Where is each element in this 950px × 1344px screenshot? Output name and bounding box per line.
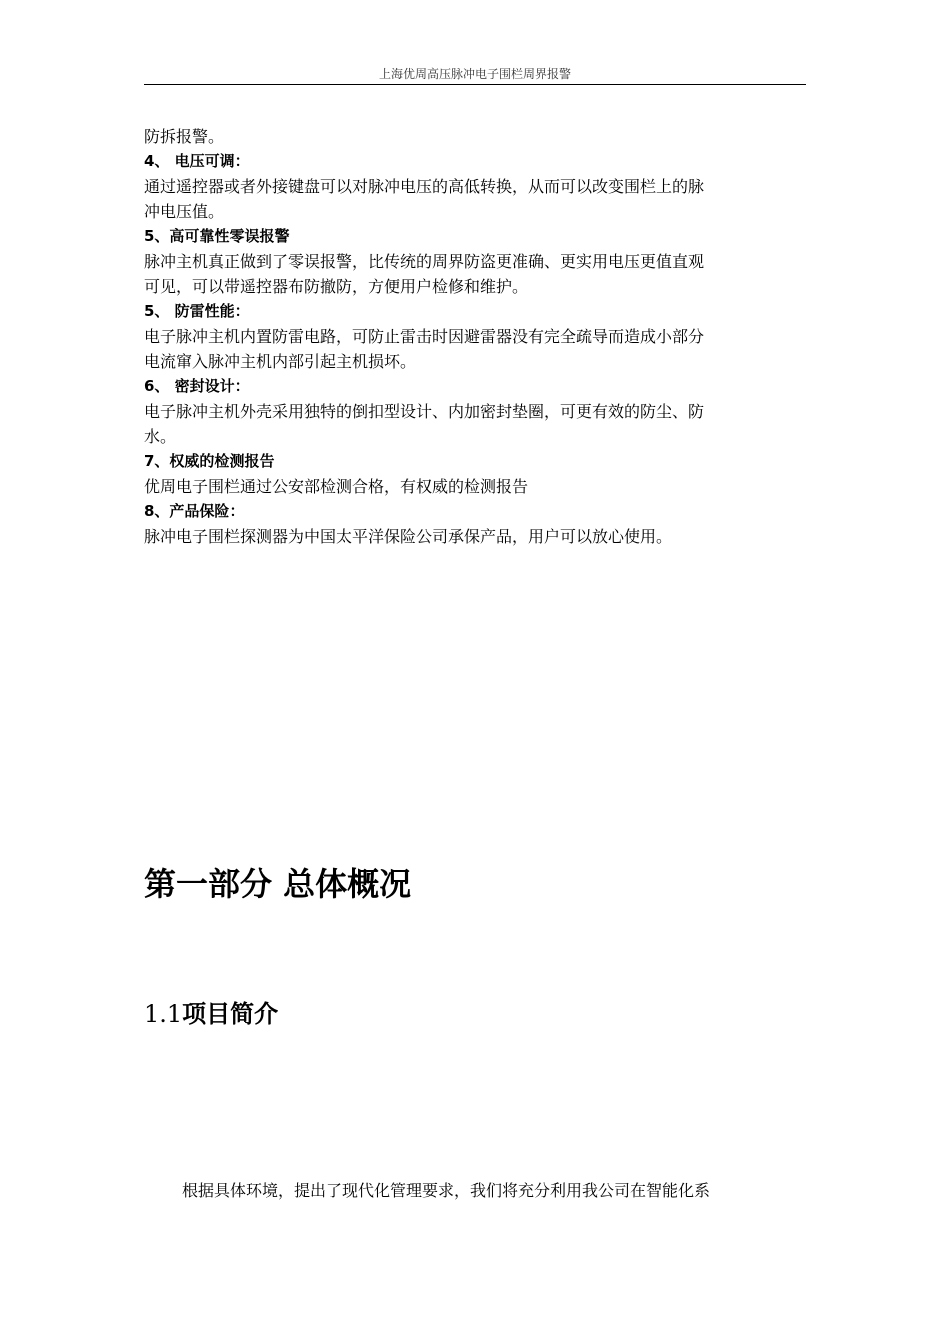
- feature-heading: 6、 密封设计：: [144, 377, 250, 395]
- subsection-number: 1.1: [144, 1000, 183, 1028]
- body-line: 电子脉冲主机外壳采用独特的倒扣型设计、内加密封垫圈，可更有效的防尘、防: [144, 402, 705, 421]
- body-line: 冲电压值。: [144, 202, 225, 221]
- body-text: [144, 124, 812, 549]
- subsection-title: [144, 996, 278, 1032]
- intro-paragraph: 根据具体环境，提出了现代化管理要求，我们将充分利用我公司在智能化系: [182, 1181, 711, 1200]
- subsection-text: 项目简介: [182, 1000, 279, 1028]
- feature-heading: 8、产品保险：: [144, 502, 245, 520]
- feature-heading: 5、高可靠性零误报警: [144, 227, 290, 245]
- body-line: 水。: [144, 427, 177, 446]
- body-line: 可见，可以带遥控器布防撤防，方便用户检修和维护。: [144, 277, 529, 296]
- feature-heading: 4、 电压可调：: [144, 152, 250, 170]
- body-line: 通过遥控器或者外接键盘可以对脉冲电压的高低转换，从而可以改变围栏上的脉: [144, 177, 705, 196]
- body-line: 防拆报警。: [144, 127, 225, 146]
- body-line: 电子脉冲主机内置防雷电路，可防止雷击时因避雷器没有完全疏导而造成小部分: [144, 327, 705, 346]
- feature-heading: 5、 防雷性能：: [144, 302, 250, 320]
- feature-heading: 7、权威的检测报告: [144, 452, 275, 470]
- page-header: 上海优周高压脉冲电子围栏周界报警: [378, 67, 571, 81]
- body-line: 优周电子围栏通过公安部检测合格，有权威的检测报告: [144, 477, 529, 496]
- header-rule: [144, 84, 806, 85]
- body-line: 脉冲电子围栏探测器为中国太平洋保险公司承保产品，用户可以放心使用。: [144, 527, 673, 546]
- section-title: 第一部分 总体概况: [144, 865, 412, 903]
- body-line: 电流窜入脉冲主机内部引起主机损坏。: [144, 352, 417, 371]
- body-line: 脉冲主机真正做到了零误报警，比传统的周界防盗更准确、更实用电压更值直观: [144, 252, 705, 271]
